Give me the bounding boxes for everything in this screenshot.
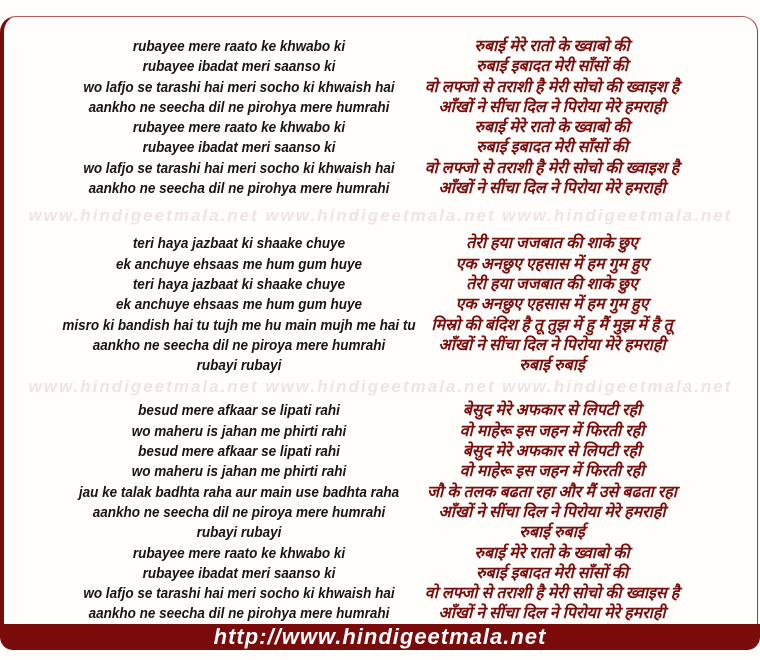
lyric-line-hi: तेरी हया जजबात की शाके छुए xyxy=(466,275,638,293)
lyric-line-hi: आँखों ने सींचा दिल ने पिरोया मेरे हमराही xyxy=(438,503,666,521)
lyric-line-hi: बेसुद मेरे अफकार से लिपटी रही xyxy=(462,443,642,461)
lyric-line-en: aankho ne seecha dil ne pirohya mere humrahi xyxy=(88,180,390,198)
lyric-line-en: wo lafjo se tarashi hai meri socho ki khwaish hai xyxy=(83,78,395,96)
lyric-line-hi: रुबाई मेरे रातो के ख्वाबो की xyxy=(474,544,630,562)
lyric-line-hi: आँखों ने सींचा दिल ने पिरोया मेरे हमराही xyxy=(438,180,666,198)
footer-site-url: http://www.hindigeetmala.net xyxy=(213,624,547,649)
lyric-line-hi: रुबाई मेरे रातो के ख्वाबो की xyxy=(474,38,630,55)
lyric-line-hi: मिस्रो की बंदिश है तू तुझ में हु मैं मुझ में है तू xyxy=(431,316,673,334)
lyric-line-en: rubayee ibadat meri saanso ki xyxy=(142,564,336,582)
lyric-line-en: teri haya jazbaat ki shaake chuye xyxy=(132,275,346,293)
watermark-text: www.hindigeetmala.net xyxy=(265,206,496,226)
watermark-text: www.hindigeetmala.net xyxy=(28,206,259,226)
lyric-line-hi: वो लफ्जो से तराशी है मेरी सोचो की ख्वाइश है xyxy=(424,159,680,177)
lyric-line-en: aankho ne seecha dil ne pirohya mere humrahi xyxy=(88,605,390,623)
verse-3-hindi xyxy=(352,401,752,624)
watermark-text: www.hindigeetmala.net xyxy=(502,377,733,397)
lyric-line-hi: वो लफ्जो से तराशी है मेरी सोचो की ख्वाइश है xyxy=(424,78,680,96)
lyric-line-hi: रुबाई रुबाई xyxy=(519,524,585,542)
lyric-line-en: misro ki bandish hai tu tujh me hu main mujh me hai tu xyxy=(62,316,416,334)
lyric-line-en: wo lafjo se tarashi hai meri socho ki khwaish hai xyxy=(83,159,395,177)
lyric-line-en: besud mere afkaar se lipati rahi xyxy=(138,402,340,420)
lyric-line-hi: तेरी हया जजबात की शाके छुए xyxy=(466,235,638,253)
lyric-line-en: wo lafjo se tarashi hai meri socho ki khwaish hai xyxy=(83,585,395,603)
lyric-line-en: besud mere afkaar se lipati rahi xyxy=(138,443,340,461)
lyric-line-hi: रुबाई इबादत मेरी साँसों की xyxy=(475,139,629,157)
verse-1 xyxy=(4,37,757,199)
watermark-text: www.hindigeetmala.net xyxy=(502,206,733,226)
lyric-line-hi: आँखों ने सींचा दिल ने पिरोया मेरे हमराही xyxy=(438,336,666,354)
lyric-line-hi: रुबाई इबादत मेरी साँसों की xyxy=(475,58,629,76)
lyric-line-en: rubayee ibadat meri saanso ki xyxy=(142,58,336,76)
watermark-row xyxy=(4,206,757,226)
lyric-line-hi: वो माहेरू इस जहन में फिरती रही xyxy=(459,463,645,481)
lyric-line-en: rubayi rubayi xyxy=(196,357,282,375)
lyric-line-en: rubayi rubayi xyxy=(196,524,282,542)
lyric-line-hi: रुबाई मेरे रातो के ख्वाबो की xyxy=(474,119,630,137)
lyrics-panel xyxy=(0,16,758,624)
lyric-line-en: rubayee mere raato ke khwabo ki xyxy=(132,119,346,137)
watermark-text: www.hindigeetmala.net xyxy=(265,377,496,397)
lyric-line-hi: एक अनछुए एहसास में हम गुम हुए xyxy=(455,296,649,314)
lyric-line-hi: वो माहेरू इस जहन में फिरती रही xyxy=(459,422,645,440)
verse-2 xyxy=(4,234,757,376)
watermark-row xyxy=(4,377,757,397)
lyric-line-en: wo maheru is jahan me phirti rahi xyxy=(131,463,347,481)
lyric-line-en: jau ke talak badhta raha aur main use badhta raha xyxy=(78,483,400,501)
lyric-line-hi: आँखों ने सींचा दिल ने पिरोया मेरे हमराही xyxy=(438,605,666,623)
lyric-line-hi: आँखों ने सींचा दिल ने पिरोया मेरे हमराही xyxy=(438,98,666,116)
lyric-line-en: wo maheru is jahan me phirti rahi xyxy=(131,422,347,440)
lyric-line-hi: एक अनछुए एहसास में हम गुम हुए xyxy=(455,255,649,273)
lyric-line-en: rubayee mere raato ke khwabo ki xyxy=(132,544,346,562)
lyric-line-en: aankho ne seecha dil ne piroya mere humrahi xyxy=(92,336,386,354)
verse-3 xyxy=(4,401,757,624)
lyric-line-en: aankho ne seecha dil ne piroya mere humrahi xyxy=(92,503,386,521)
verse-2-hindi xyxy=(352,234,752,376)
lyric-line-hi: रुबाई इबादत मेरी साँसों की xyxy=(475,564,629,582)
lyric-line-hi: जौ के तलक बढता रहा और मैं उसे बढता रहा xyxy=(427,483,677,501)
watermark-text: www.hindigeetmala.net xyxy=(28,377,259,397)
lyric-line-hi: रुबाई रुबाई xyxy=(519,357,585,375)
lyric-line-en: ek anchuye ehsaas me hum gum huye xyxy=(115,296,363,314)
lyric-line-en: aankho ne seecha dil ne pirohya mere humrahi xyxy=(88,98,390,116)
lyric-line-hi: बेसुद मेरे अफकार से लिपटी रही xyxy=(462,402,642,420)
footer-bar xyxy=(0,624,760,650)
lyric-line-en: rubayee ibadat meri saanso ki xyxy=(142,139,336,157)
lyric-line-hi: वो लफ्जो से तराशी है मेरी सोचो की ख्वाइस है xyxy=(424,585,680,603)
lyric-line-en: rubayee mere raato ke khwabo ki xyxy=(132,38,346,55)
lyric-line-en: ek anchuye ehsaas me hum gum huye xyxy=(115,255,363,273)
verse-1-hindi xyxy=(352,37,752,199)
lyric-line-en: teri haya jazbaat ki shaake chuye xyxy=(132,235,346,253)
